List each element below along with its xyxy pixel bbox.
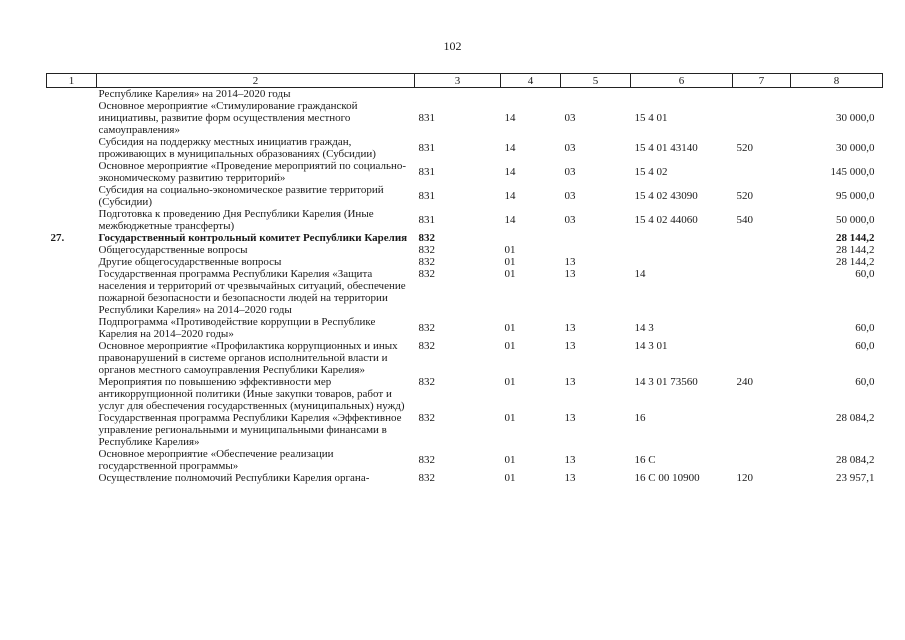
- code-administrator: 831: [418, 214, 435, 226]
- code-target-article: 14 3 01: [634, 340, 668, 352]
- code-subsection: 13: [564, 256, 576, 268]
- amount: 28 084,2: [836, 454, 875, 466]
- code-administrator: 832: [418, 268, 435, 280]
- page-number: 102: [443, 39, 462, 53]
- code-administrator: 832: [418, 256, 435, 268]
- code-target-article: 15 4 01 43140: [634, 142, 698, 154]
- column-header: 2: [97, 74, 415, 88]
- amount: 60,0: [855, 376, 875, 388]
- code-administrator: 832: [418, 376, 435, 388]
- code-section: 01: [504, 454, 516, 466]
- row-number: [47, 316, 97, 340]
- table-row: [47, 256, 883, 268]
- code-expense-type: 520: [736, 190, 753, 202]
- amount: 95 000,0: [836, 190, 875, 202]
- amount: 30 000,0: [836, 112, 875, 124]
- table-row: [47, 448, 883, 472]
- code-subsection: 13: [564, 322, 576, 334]
- code-subsection: 03: [564, 214, 576, 226]
- code-section: 01: [504, 244, 516, 256]
- table-row: [47, 340, 883, 376]
- amount: 28 084,2: [836, 412, 875, 424]
- table-row: [47, 100, 883, 136]
- code-target-article: 16 С: [634, 454, 656, 466]
- code-target-article: 14: [634, 268, 646, 280]
- code-expense-type: [733, 256, 791, 268]
- code-expense-type: 520: [736, 142, 753, 154]
- code-target-article: 15 4 02: [634, 166, 668, 178]
- column-header: 1: [47, 74, 97, 88]
- code-subsection: [561, 244, 631, 256]
- code-section: 14: [504, 214, 516, 226]
- code-target-article: 15 4 01: [634, 112, 668, 124]
- row-number: [47, 160, 97, 184]
- table-row: [47, 232, 883, 244]
- code-expense-type: [733, 412, 791, 448]
- code-target-article: 16 С 00 10900: [634, 472, 700, 484]
- row-name: Общегосударственные вопросы: [98, 244, 248, 256]
- row-name: Мероприятия по повышению эффективности мер антикоррупционной политики (Иные закупки товаров, работ и услуг для обеспечения государственных (муниципальных) нужд): [98, 376, 405, 412]
- code-subsection: 13: [564, 376, 576, 388]
- row-name: Основное мероприятие «Обеспечение реализации государственной программы»: [98, 448, 334, 472]
- amount: 145 000,0: [830, 166, 875, 178]
- code-administrator: 832: [418, 232, 435, 244]
- code-expense-type: [733, 88, 791, 101]
- row-number: [47, 136, 97, 160]
- code-section: 14: [504, 112, 516, 124]
- code-subsection: 03: [564, 142, 576, 154]
- row-name: Подпрограмма «Противодействие коррупции в Республике Карелия на 2014–2020 годы»: [98, 316, 376, 340]
- amount: [791, 88, 883, 101]
- column-header: 8: [791, 74, 883, 88]
- code-section: 01: [504, 322, 516, 334]
- code-expense-type: [733, 100, 791, 136]
- column-header-row: [47, 74, 883, 88]
- row-name: Республике Карелия» на 2014–2020 годы: [98, 88, 291, 100]
- table-body: [47, 88, 883, 485]
- code-administrator: 832: [418, 322, 435, 334]
- code-expense-type: 120: [736, 472, 753, 484]
- row-number: [47, 448, 97, 472]
- row-number: [47, 184, 97, 208]
- code-expense-type: [733, 244, 791, 256]
- row-number: [47, 208, 97, 232]
- code-section: 14: [504, 190, 516, 202]
- code-subsection: [561, 88, 631, 101]
- row-name: Субсидия на поддержку местных инициатив граждан, проживающих в муниципальных образованиях (Субсидии): [98, 136, 376, 160]
- row-name: Субсидия на социально-экономическое развитие территорий (Субсидии): [98, 184, 384, 208]
- row-name: Государственная программа Республики Карелия «Эффективное управление региональными и муниципальными финансами в Республике Карелия»: [98, 412, 402, 448]
- code-target-article: 14 3 01 73560: [634, 376, 698, 388]
- code-administrator: 831: [418, 166, 435, 178]
- table-row: [47, 244, 883, 256]
- code-administrator: 832: [418, 340, 435, 352]
- code-target-article: [631, 244, 733, 256]
- row-name: Основное мероприятие «Профилактика коррупционных и иных правонарушений в системе органов исполнительной власти и органов местного самоуправления Республики Карелия»: [98, 340, 398, 376]
- table-row: [47, 376, 883, 412]
- code-target-article: 15 4 02 43090: [634, 190, 698, 202]
- amount: 50 000,0: [836, 214, 875, 226]
- code-administrator: 832: [418, 412, 435, 424]
- code-administrator: 831: [418, 112, 435, 124]
- code-expense-type: [733, 268, 791, 316]
- table-row: [47, 316, 883, 340]
- table-row: [47, 136, 883, 160]
- row-name: Другие общегосударственные вопросы: [98, 256, 282, 268]
- code-section: 01: [504, 268, 516, 280]
- row-number: [47, 88, 97, 101]
- row-number: [47, 256, 97, 268]
- code-administrator: 831: [418, 190, 435, 202]
- column-header: 6: [631, 74, 733, 88]
- amount: 28 144,2: [836, 232, 875, 244]
- amount: 30 000,0: [836, 142, 875, 154]
- code-section: 01: [504, 412, 516, 424]
- code-target-article: 14 3: [634, 322, 654, 334]
- column-header: 4: [501, 74, 561, 88]
- table-row: [47, 472, 883, 484]
- amount: 60,0: [855, 322, 875, 334]
- row-number: [47, 412, 97, 448]
- row-number: [47, 472, 97, 484]
- column-header: 5: [561, 74, 631, 88]
- amount: 60,0: [855, 340, 875, 352]
- code-expense-type: [733, 340, 791, 376]
- code-administrator: 831: [418, 142, 435, 154]
- code-subsection: 03: [564, 112, 576, 124]
- code-section: 01: [504, 256, 516, 268]
- code-subsection: 13: [564, 268, 576, 280]
- row-number: [47, 244, 97, 256]
- code-target-article: 15 4 02 44060: [634, 214, 698, 226]
- row-name: Государственная программа Республики Карелия «Защита населения и территорий от чрезвычайных ситуаций, обеспечение пожарной безопасности и безопасности людей на территории Республики Карелия» на 2014–2020 годы: [98, 268, 406, 316]
- code-expense-type: [733, 316, 791, 340]
- table-row: [47, 268, 883, 316]
- table-row: [47, 160, 883, 184]
- code-subsection: 13: [564, 454, 576, 466]
- code-section: 01: [504, 376, 516, 388]
- row-number: 27.: [50, 232, 65, 244]
- table-row: [47, 412, 883, 448]
- row-name: Подготовка к проведению Дня Республики Карелия (Иные межбюджетные трансферты): [98, 208, 374, 232]
- code-administrator: 832: [418, 472, 435, 484]
- code-section: [501, 232, 561, 244]
- amount: 28 144,2: [836, 244, 875, 256]
- row-number: [47, 268, 97, 316]
- row-name: Государственный контрольный комитет Республики Карелия: [98, 232, 408, 244]
- table-row: [47, 208, 883, 232]
- code-subsection: 03: [564, 166, 576, 178]
- code-subsection: 13: [564, 472, 576, 484]
- code-administrator: 832: [418, 454, 435, 466]
- row-name: Основное мероприятие «Стимулирование гражданской инициативы, развитие форм осуществления местного самоуправления»: [98, 100, 358, 136]
- code-administrator: [415, 88, 501, 101]
- amount: 60,0: [855, 268, 875, 280]
- row-number: [47, 100, 97, 136]
- code-subsection: [561, 232, 631, 244]
- row-number: [47, 340, 97, 376]
- table-row: [47, 184, 883, 208]
- code-subsection: 03: [564, 190, 576, 202]
- row-number: [47, 376, 97, 412]
- code-expense-type: [733, 448, 791, 472]
- code-section: 01: [504, 472, 516, 484]
- code-section: [501, 88, 561, 101]
- code-target-article: [631, 232, 733, 244]
- amount: 28 144,2: [836, 256, 875, 268]
- column-header: 3: [415, 74, 501, 88]
- code-expense-type: 240: [736, 376, 753, 388]
- row-name: Основное мероприятие «Проведение мероприятий по социально-экономическому развитию территорий»: [98, 160, 407, 184]
- budget-table: [46, 73, 883, 484]
- code-section: 14: [504, 142, 516, 154]
- code-target-article: [631, 88, 733, 101]
- code-subsection: 13: [564, 340, 576, 352]
- table-row: [47, 88, 883, 101]
- code-expense-type: [733, 232, 791, 244]
- code-target-article: [631, 256, 733, 268]
- code-section: 14: [504, 166, 516, 178]
- amount: 23 957,1: [836, 472, 875, 484]
- code-administrator: 832: [418, 244, 435, 256]
- code-section: 01: [504, 340, 516, 352]
- code-expense-type: 540: [736, 214, 753, 226]
- code-expense-type: [733, 160, 791, 184]
- code-subsection: 13: [564, 412, 576, 424]
- code-target-article: 16: [634, 412, 646, 424]
- row-name: Осуществление полномочий Республики Карелия органа-: [98, 472, 370, 484]
- column-header: 7: [733, 74, 791, 88]
